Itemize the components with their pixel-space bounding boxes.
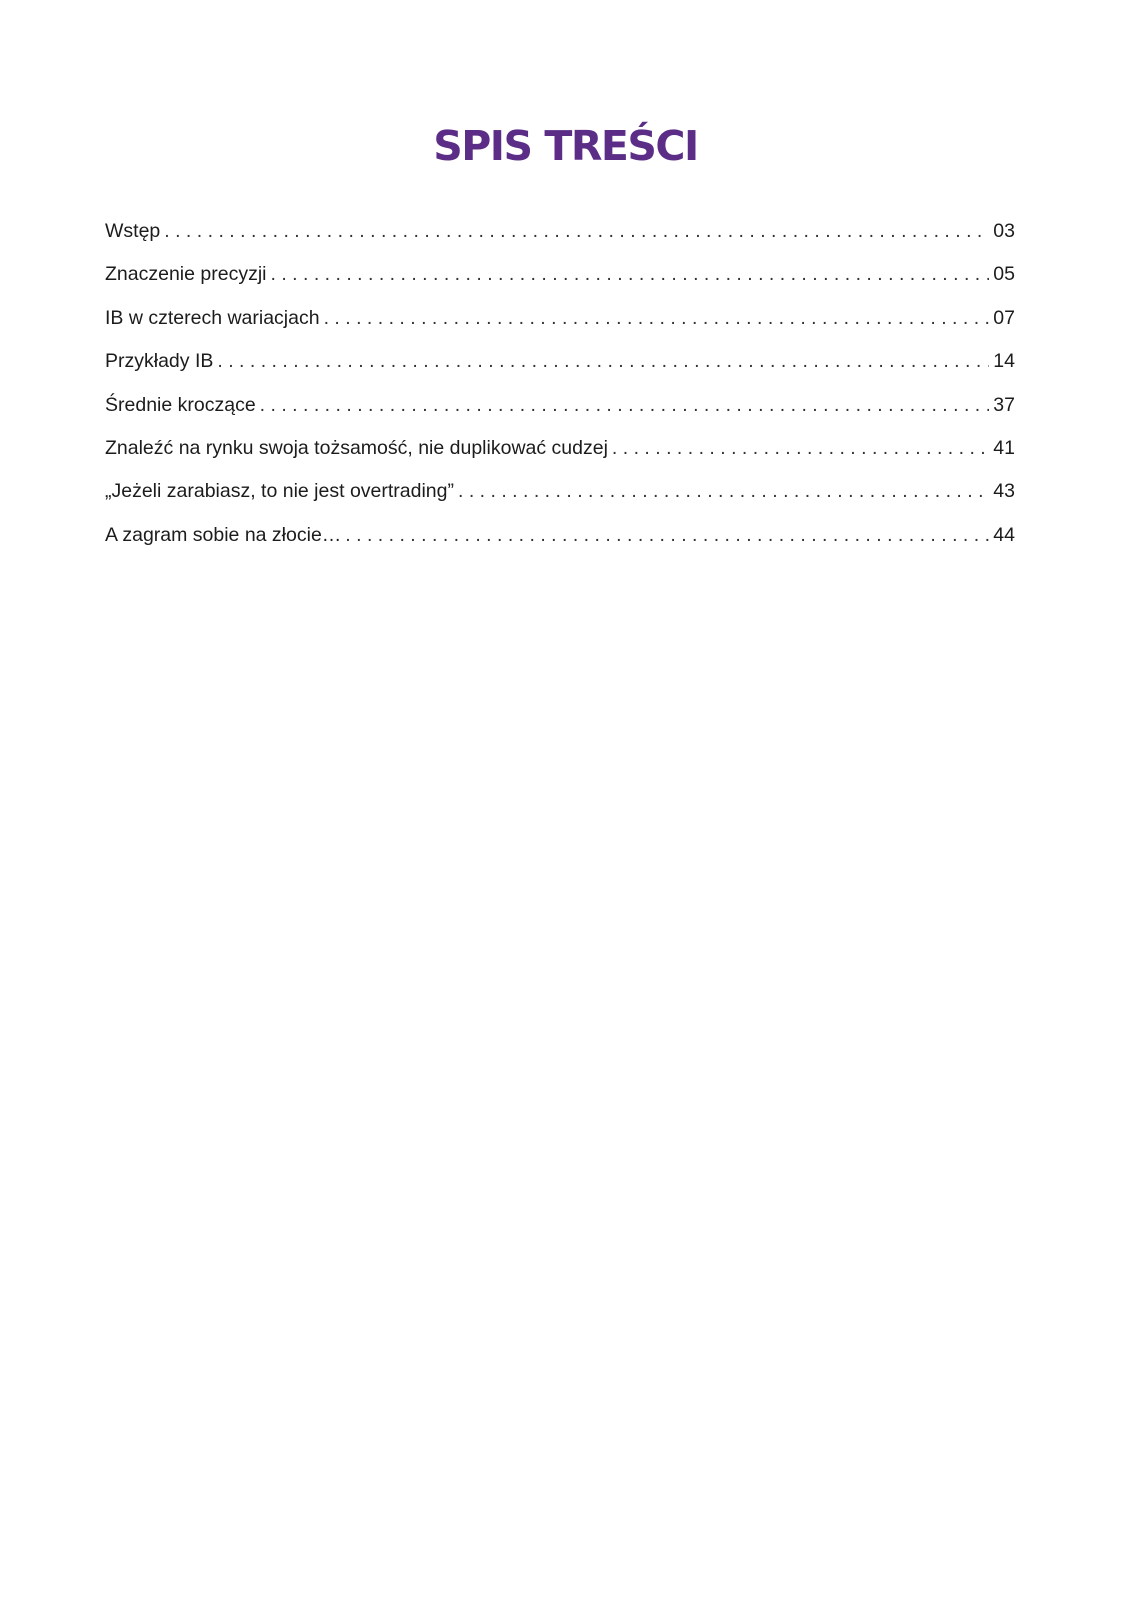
toc-entry[interactable] [105, 523, 1015, 569]
toc-entry-page: 14 [993, 350, 1015, 373]
toc-entry-label: A zagram sobie na złocie… [105, 523, 342, 546]
toc-entry[interactable] [105, 306, 1015, 352]
toc-entry[interactable] [105, 222, 1015, 265]
toc-dot-leader [260, 396, 990, 416]
toc-entry-page: 03 [993, 220, 1015, 242]
toc-dot-leader [164, 222, 989, 242]
toc-entry-page: 37 [993, 393, 1015, 416]
toc-entry-label: Przykłady IB [105, 350, 214, 373]
toc-entry-page: 41 [993, 436, 1015, 459]
toc-entry-label: „Jeżeli zarabiasz, to nie jest overtrading” [105, 480, 454, 503]
toc-entry-page: 07 [993, 306, 1015, 329]
toc-dot-leader [324, 309, 990, 329]
toc-entry-label: Znaleźć na rynku swoja tożsamość, nie duplikować cudzej [105, 436, 608, 459]
toc-title: SPIS TREŚCI [433, 122, 698, 170]
toc-entry[interactable] [105, 482, 1015, 525]
toc-dot-leader [458, 482, 989, 502]
toc-entry[interactable] [105, 352, 1015, 395]
toc-entry-page: 43 [993, 480, 1015, 503]
toc-entry[interactable] [105, 393, 1015, 439]
toc-dot-leader [345, 526, 989, 546]
toc-dot-leader [612, 439, 989, 459]
toc-entry-label: Znaczenie precyzji [105, 263, 267, 286]
toc-entry-label: Średnie kroczące [105, 393, 256, 416]
toc-entry-label: IB w czterech wariacjach [105, 306, 320, 329]
toc-entry-page: 05 [993, 263, 1015, 286]
toc-entry[interactable] [105, 265, 1015, 308]
toc-entry[interactable] [105, 436, 1015, 482]
toc-entry-page: 44 [993, 523, 1015, 546]
toc-entry-label: Wstęp [105, 220, 161, 242]
toc-dot-leader [217, 352, 989, 372]
toc-dot-leader [270, 265, 989, 285]
toc-list [105, 222, 1015, 569]
